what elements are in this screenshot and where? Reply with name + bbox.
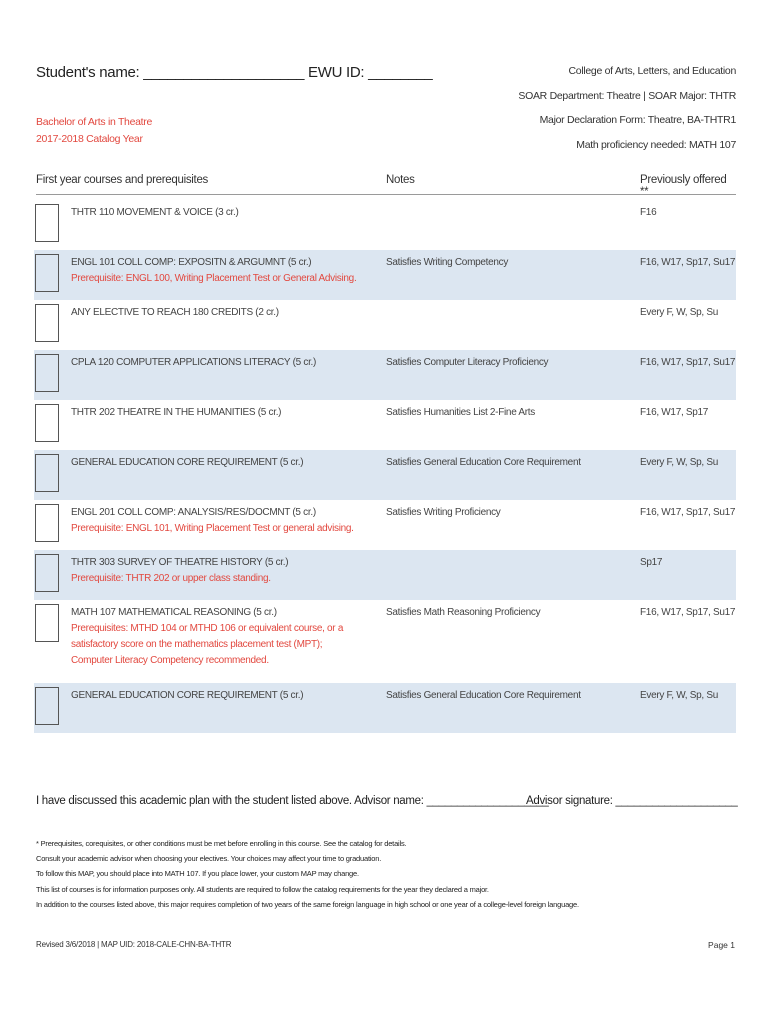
student-name-id-line: Student's name: ____________________ EWU ID: ________ (36, 64, 433, 81)
course-offered: F16, W17, Sp17, Su17 (640, 507, 736, 518)
course-checkbox[interactable] (35, 354, 59, 392)
course-checkbox[interactable] (35, 254, 59, 292)
course-prerequisite: Prerequisites: MTHD 104 or MTHD 106 or equivalent course, or a satisfactory score on the mathematics placement test (MPT); Computer Literacy Competency recommended. (71, 623, 344, 666)
table-row (34, 450, 736, 500)
course-checkbox[interactable] (35, 604, 59, 642)
course-note: Satisfies Writing Proficiency (386, 507, 501, 518)
advisor-signature-line: Advisor signature: ____________________ (526, 795, 738, 807)
notes-column-header: Notes (386, 174, 415, 186)
course-title: THTR 110 MOVEMENT & VOICE (3 cr.) (71, 207, 239, 218)
footnote-prerequisites: * Prerequisites, corequisites, or other conditions must be met before enrolling in this course. See the catalog for details. (36, 839, 407, 848)
course-prerequisite: Prerequisite: THTR 202 or upper class standing. (71, 573, 271, 584)
table-row (34, 500, 736, 550)
course-checkbox[interactable] (35, 204, 59, 242)
footnote-electives: Consult your academic advisor when choosing your electives. Your choices may affect your time to graduation. (36, 854, 382, 864)
course-title: THTR 303 SURVEY OF THEATRE HISTORY (5 cr.) (71, 557, 289, 568)
math-proficiency: Math proficiency needed: MATH 107 (576, 138, 736, 151)
degree-name: Bachelor of Arts in Theatre (36, 116, 153, 128)
course-offered: F16, W17, Sp17, Su17 (640, 607, 736, 618)
course-note: Satisfies Humanities List 2-Fine Arts (386, 407, 535, 418)
course-offered: F16 (640, 207, 657, 218)
course-checkbox[interactable] (35, 454, 59, 492)
course-offered: Sp17 (640, 557, 663, 568)
course-table-header (36, 174, 736, 198)
course-checkbox[interactable] (35, 404, 59, 442)
course-checkbox[interactable] (35, 504, 59, 542)
footnotes (36, 838, 736, 914)
course-title: CPLA 120 COMPUTER APPLICATIONS LITERACY (5 cr.) (71, 357, 317, 368)
table-row (34, 400, 736, 450)
course-title: GENERAL EDUCATION CORE REQUIREMENT (5 cr.) (71, 457, 304, 468)
course-title: ANY ELECTIVE TO REACH 180 CREDITS (2 cr.) (71, 307, 279, 318)
table-row (34, 600, 736, 683)
course-note: Satisfies General Education Core Requirement (386, 690, 581, 701)
course-offered: Every F, W, Sp, Su (640, 690, 718, 701)
course-note: Satisfies Math Reasoning Proficiency (386, 607, 541, 618)
table-row (34, 300, 736, 350)
course-offered: F16, W17, Sp17, Su17 (640, 357, 736, 368)
course-checkbox[interactable] (35, 554, 59, 592)
course-checkbox[interactable] (35, 687, 59, 725)
course-note: Satisfies Computer Literacy Proficiency (386, 357, 549, 368)
course-note: Satisfies General Education Core Requirement (386, 457, 581, 468)
course-offered: Every F, W, Sp, Su (640, 457, 718, 468)
course-title: MATH 107 MATHEMATICAL REASONING (5 cr.) (71, 607, 277, 618)
college-name: College of Arts, Letters, and Education (568, 65, 736, 77)
course-title: GENERAL EDUCATION CORE REQUIREMENT (5 cr.) (71, 690, 304, 701)
course-checkbox[interactable] (35, 304, 59, 342)
course-offered: Every F, W, Sp, Su (640, 307, 718, 318)
course-note: Satisfies Writing Competency (386, 257, 509, 268)
table-row (34, 350, 736, 400)
course-prerequisite: Prerequisite: ENGL 101, Writing Placement Test or general advising. (71, 523, 354, 534)
footnote-math-placement: To follow this MAP, you should place into MATH 107. If you place lower, your custom MAP may change. (36, 869, 359, 879)
footnote-language: In addition to the courses listed above, this major requires completion of two years of the same foreign language in high school or one year of a college-level foreign language. (36, 899, 579, 909)
table-row (34, 250, 736, 300)
course-title: ENGL 101 COLL COMP: EXPOSITN & ARGUMNT (5 cr.) (71, 257, 312, 268)
offered-column-header: Previously offered ** (640, 174, 727, 198)
course-title: ENGL 201 COLL COMP: ANALYSIS/RES/DOCMNT (5 cr.) (71, 507, 316, 518)
major-declaration-form: Major Declaration Form: Theatre, BA-THTR1 (539, 114, 736, 126)
page-number: Page 1 (708, 940, 735, 950)
advisor-name-line: I have discussed this academic plan with the student listed above. Advisor name: ____________________ (36, 795, 549, 807)
revision-info: Revised 3/6/2018 | MAP UID: 2018-CALE-CHN-BA-THTR (36, 940, 232, 949)
table-row (34, 200, 736, 250)
catalog-year: 2017-2018 Catalog Year (36, 133, 143, 145)
program-info (36, 115, 152, 149)
course-title: THTR 202 THEATRE IN THE HUMANITIES (5 cr.) (71, 407, 282, 418)
table-row (34, 683, 736, 733)
course-offered: F16, W17, Sp17, Su17 (640, 257, 736, 268)
college-info-block (518, 64, 736, 162)
soar-department: SOAR Department: Theatre | SOAR Major: THTR (518, 89, 736, 102)
footnote-catalog: This list of courses is for information purposes only. All students are required to follow the catalog requirements for the year they declared a major. (36, 884, 489, 894)
course-column-header: First year courses and prerequisites (36, 174, 208, 186)
course-prerequisite: Prerequisite: ENGL 100, Writing Placement Test or General Advising. (71, 273, 357, 284)
course-table (34, 200, 736, 733)
course-offered: F16, W17, Sp17 (640, 407, 709, 418)
table-row (34, 550, 736, 600)
